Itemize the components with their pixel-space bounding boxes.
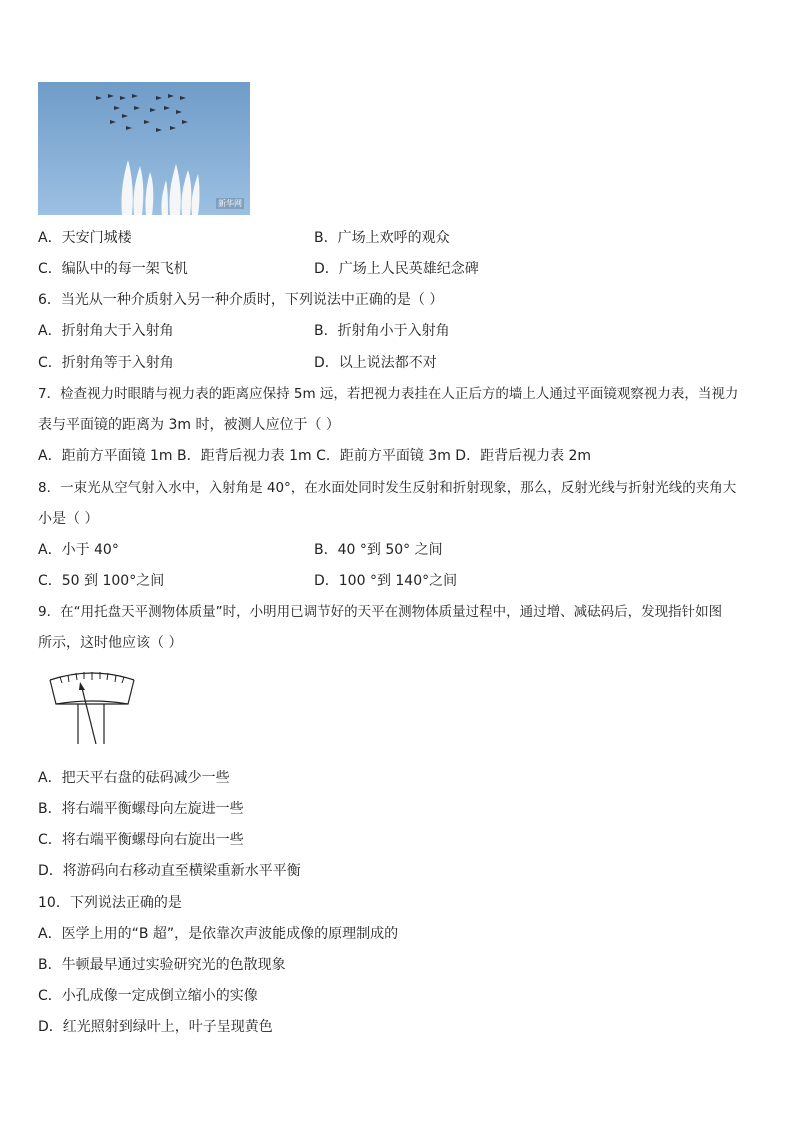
q8-option-d: D．100 °到 140°之间 xyxy=(314,573,458,589)
q8-stem-line2: 小是（ ） xyxy=(38,511,99,527)
q10-stem: 10．下列说法正确的是 xyxy=(38,895,182,911)
q8-option-b: B．40 °到 50° 之间 xyxy=(314,542,443,558)
q6-option-b: B．折射角小于入射角 xyxy=(314,323,450,339)
q6-option-a: A．折射角大于入射角 xyxy=(38,323,174,339)
q9-stem-line1: 9．在“用托盘天平测物体质量”时，小明用已调节好的天平在测物体质量过程中，通过增、减砝码后，发现指针如图 xyxy=(38,604,723,620)
q8-stem-line1: 8．一束光从空气射入水中，入射角是 40°，在水面处同时发生反射和折射现象，那么，反射光线与折射光线的夹角大 xyxy=(38,480,737,496)
balance-pointer-diagram xyxy=(44,668,140,748)
q10-option-c: C．小孔成像一定成倒立缩小的实像 xyxy=(38,988,258,1004)
q9-stem-line2: 所示，这时他应该（ ） xyxy=(38,635,183,651)
q5-option-d: D．广场上人民英雄纪念碑 xyxy=(314,261,479,277)
q6-option-d: D．以上说法都不对 xyxy=(314,355,437,371)
q9-option-d: D．将游码向右移动直至横梁重新水平平衡 xyxy=(38,863,301,879)
q7-options: A．距前方平面镜 1m B．距背后视力表 1m C．距前方平面镜 3m D．距背后视力表 2m xyxy=(38,448,592,464)
q5-option-c: C．编队中的每一架飞机 xyxy=(38,261,188,277)
q10-option-a: A．医学上用的“B 超”，是依靠次声波能成像的原理制成的 xyxy=(38,926,399,942)
q7-stem-line1: 7．检查视力时眼睛与视力表的距离应保持 5m 远，若把视力表挂在人正后方的墙上人通过平面镜观察视力表，当视力 xyxy=(38,386,739,402)
q10-option-b: B．牛顿最早通过实验研究光的色散现象 xyxy=(38,957,286,973)
photo-watermark: 新华网 xyxy=(218,199,242,208)
balance-scale-svg xyxy=(44,668,140,748)
q7-stem-line2: 表与平面镜的距离为 3m 时，被测人应位于（ ） xyxy=(38,417,340,433)
q9-option-a: A．把天平右盘的砝码减少一些 xyxy=(38,770,230,786)
q8-option-a: A．小于 40° xyxy=(38,542,119,558)
q6-stem: 6．当光从一种介质射入另一种介质时，下列说法中正确的是（ ） xyxy=(38,292,444,308)
q5-option-b: B．广场上欢呼的观众 xyxy=(314,230,450,246)
q8-option-c: C．50 到 100°之间 xyxy=(38,573,165,589)
q6-option-c: C．折射角等于入射角 xyxy=(38,355,174,371)
air-show-image xyxy=(38,82,250,215)
air-show-photo xyxy=(38,82,250,215)
q9-option-b: B．将右端平衡螺母向左旋进一些 xyxy=(38,801,244,817)
q9-option-c: C．将右端平衡螺母向右旋出一些 xyxy=(38,832,244,848)
q5-option-a: A．天安门城楼 xyxy=(38,230,132,246)
q10-option-d: D．红光照射到绿叶上，叶子呈现黄色 xyxy=(38,1019,273,1035)
